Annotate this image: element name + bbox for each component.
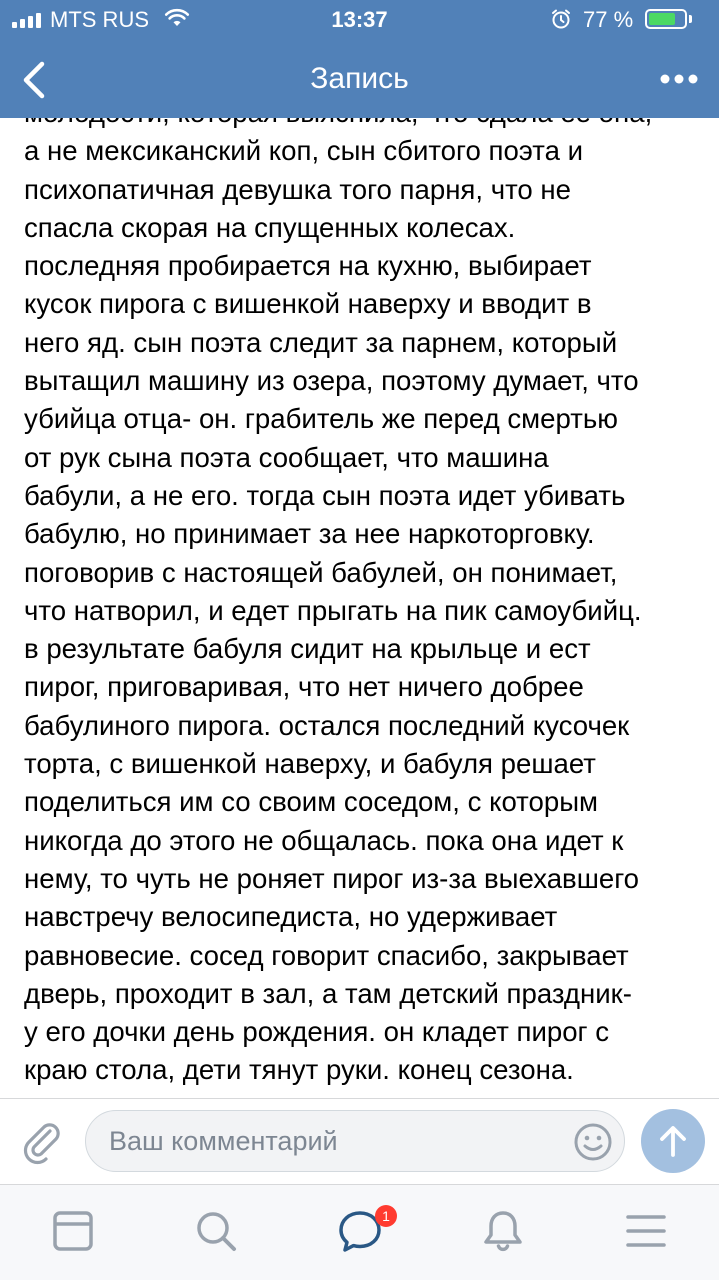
bell-icon [479,1207,527,1255]
tab-news[interactable] [49,1207,97,1255]
news-feed-icon [49,1207,97,1255]
more-button[interactable] [657,66,701,92]
search-icon [192,1207,240,1255]
battery-percent: 77 % [583,7,634,32]
comment-input[interactable] [85,1110,625,1172]
paperclip-icon [20,1119,64,1163]
hamburger-icon [622,1207,670,1255]
ellipsis-icon [657,66,701,92]
post-text: а не мексиканский коп, сын сбитого поэта и психопатичная девушка того парня, что не спасла скорая на спущенных колесах. последняя пробирается на кухню, выбирает кусок пирога с вишенкой наверху и вводит в него яд. сын поэта следит за парнем, который вытащил машину из озера, поэтому думает, что убийца отца- он. грабитель же перед смертью от рук сына поэта сообщает, что машина бабули, а не его. тогда сын поэта идет убивать бабулю, но принимает за нее наркоторговку. поговорив с настоящей бабулей, он понимает, что натворил, и едет прыгать на пик самоубийц. в результате бабуля сидит на крыльце и ест пирог, приговаривая, что нет ничего добрее бабулиного пирога. остался последний кусочек торта, с вишенкой наверху, и бабуля решает поделиться им со своим соседом, с которым никогда до этого не общалась. пока она идет к нему, то чуть не роняет пирог из-за выехавшего навстречу велосипедиста, но удерживает равновесие. сосед говорит спасибо, закрывает дверь, проходит в зал, а там детский праздник- у его дочки день рождения. он кладет пирог с краю стола, дети тянут руки. конец сезона. [24,135,642,1086]
smiley-icon [572,1121,614,1163]
tab-search[interactable] [192,1207,240,1255]
comment-bar [0,1098,719,1184]
battery-icon [645,9,687,29]
post-content [0,118,719,1098]
emoji-button[interactable] [572,1121,614,1163]
nav-bar [0,40,719,118]
tab-menu[interactable] [622,1207,670,1255]
alarm-icon [550,8,572,36]
attach-button[interactable] [20,1119,64,1163]
battery-tip [689,15,692,23]
tab-bar [0,1184,719,1280]
send-button[interactable] [641,1109,705,1173]
messages-badge: 1 [375,1205,397,1227]
tab-notifications[interactable] [479,1207,527,1255]
status-bar [0,0,719,40]
comment-placeholder: Ваш комментарий [109,1126,338,1156]
carrier-name: MTS RUS [50,7,149,32]
top-bar [0,0,719,118]
page-title: Запись [310,62,409,95]
clock: 13:37 [331,7,388,32]
arrow-up-icon [657,1124,689,1158]
